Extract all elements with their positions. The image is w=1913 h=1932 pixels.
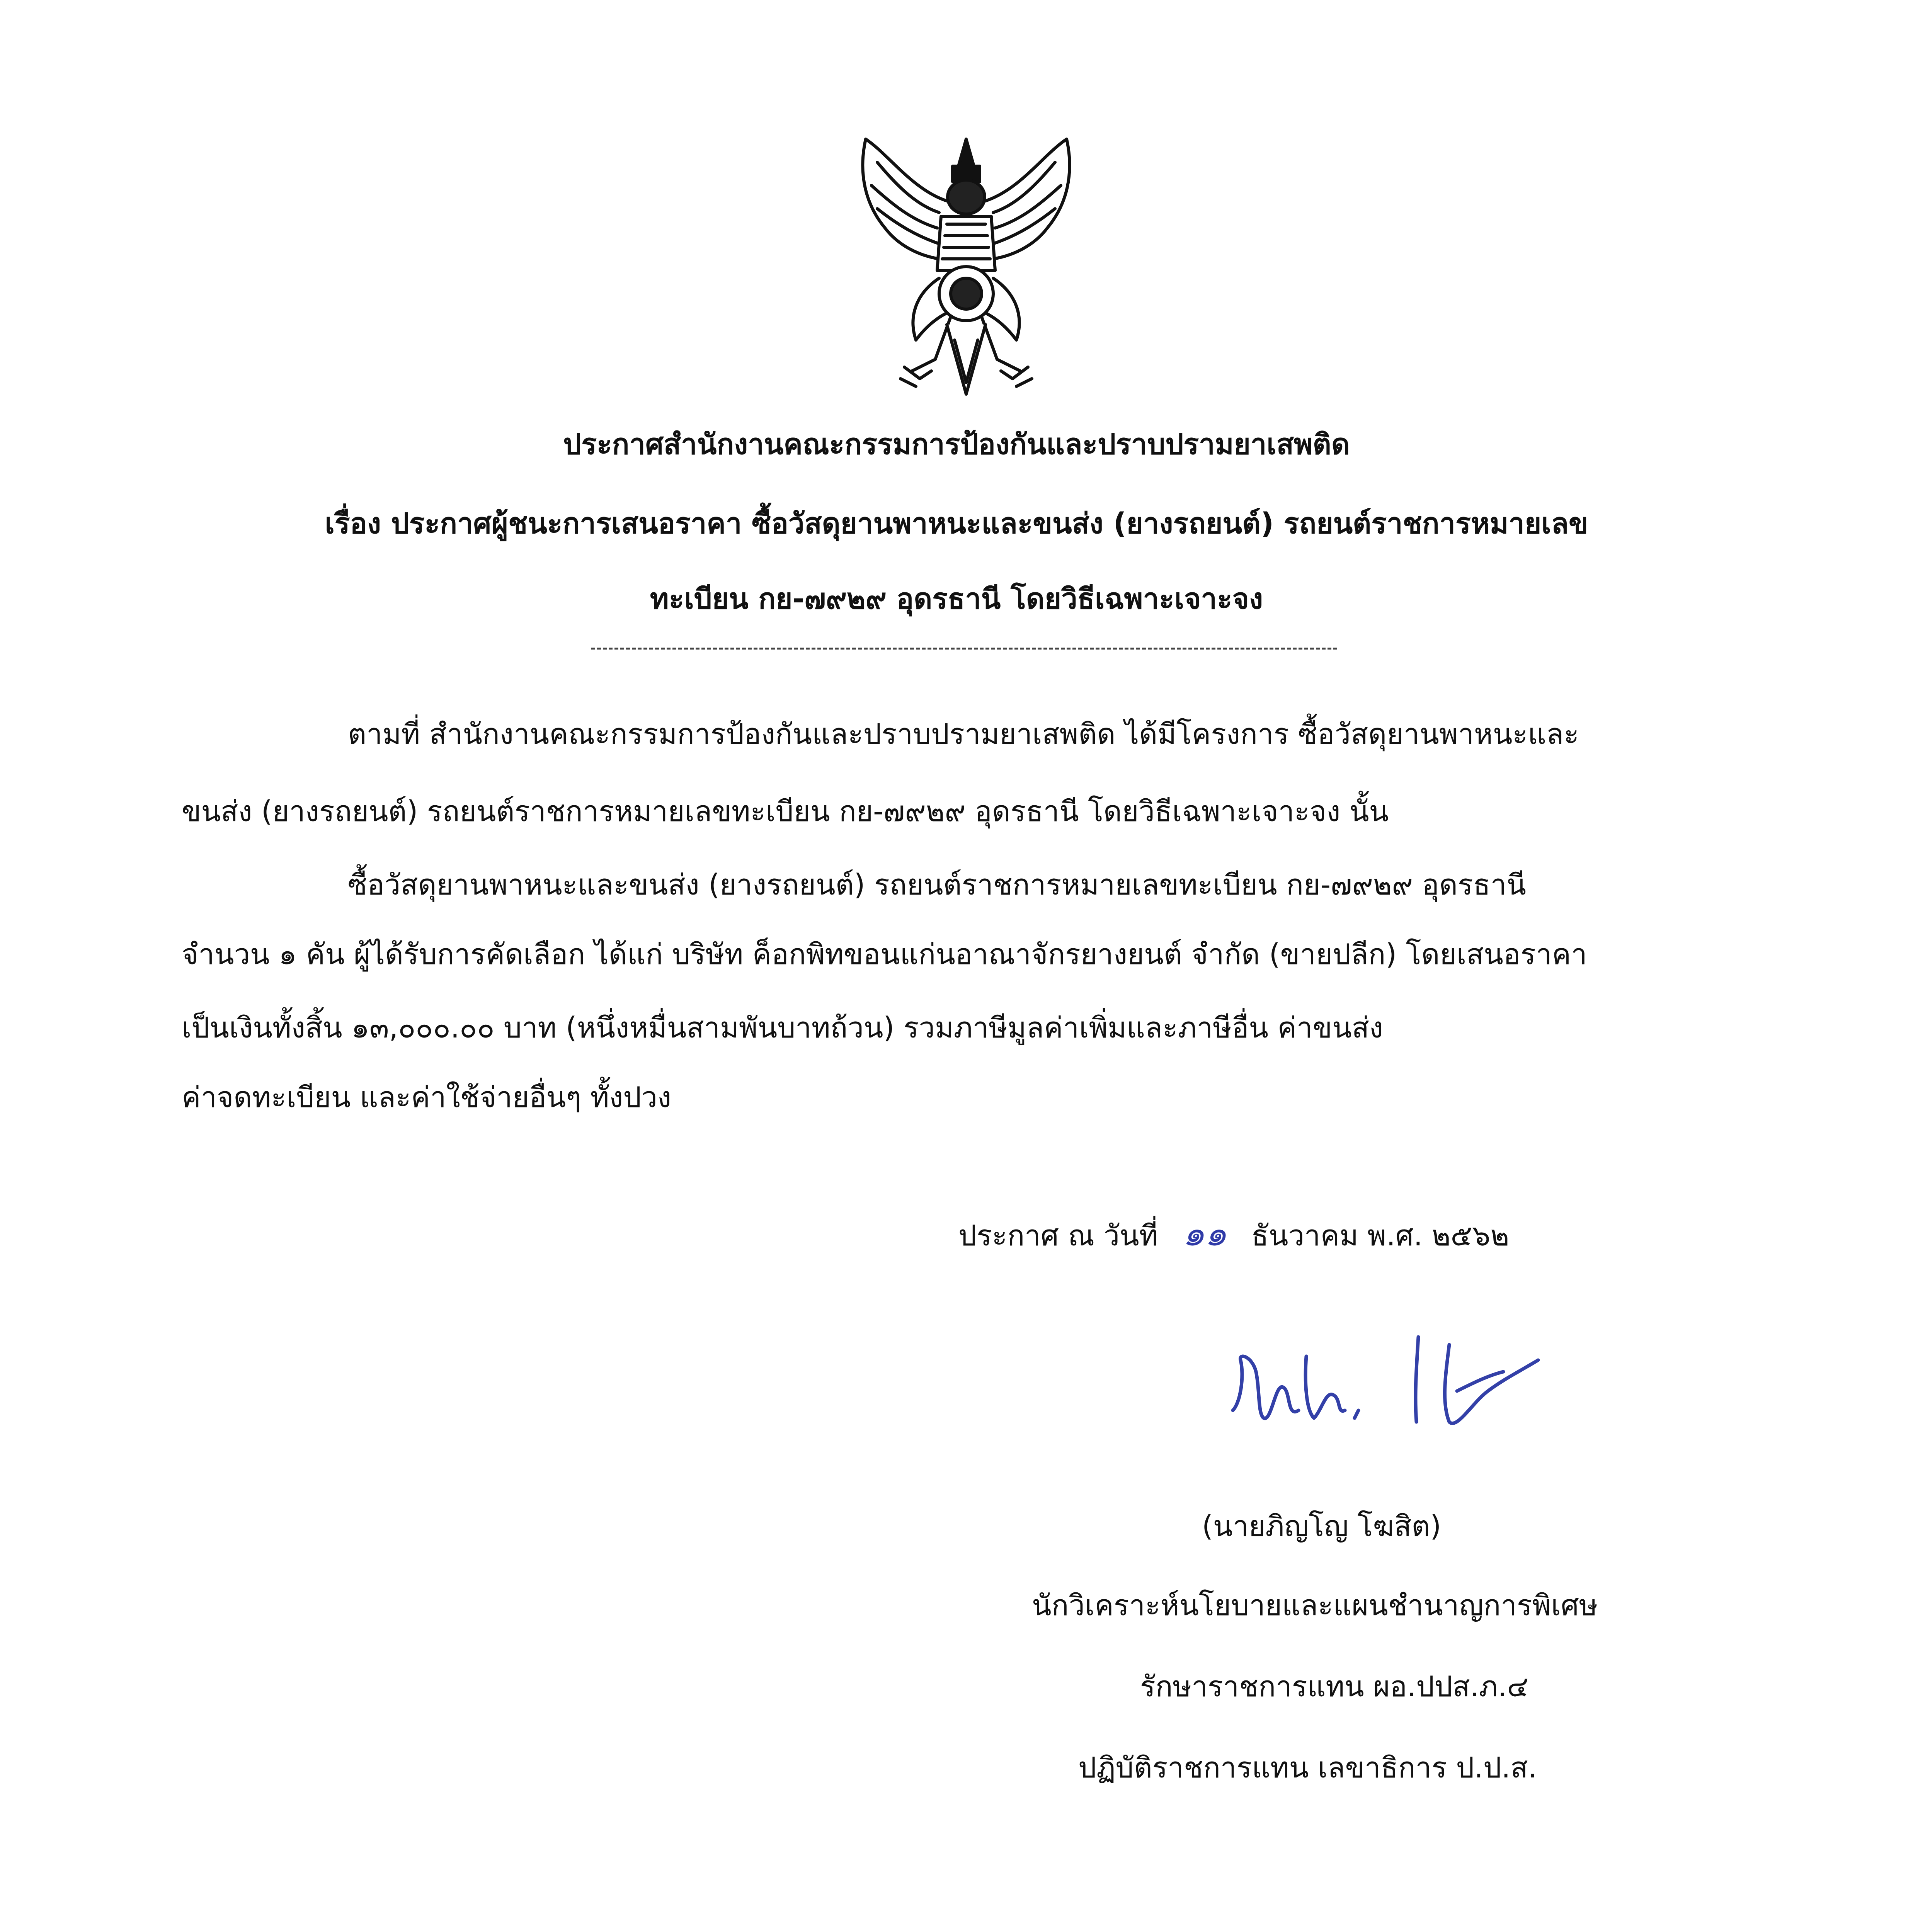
paragraph-2-line-3: เป็นเงินทั้งสิ้น ๑๓,๐๐๐.๐๐ บาท (หนึ่งหมื่นสามพันบาทถ้วน) รวมภาษีมูลค่าเพิ่มและภาษีอื่น ค่าขนส่ง bbox=[182, 1011, 1384, 1044]
date-month-year: ธันวาคม พ.ศ. ๒๕๖๒ bbox=[1251, 1219, 1510, 1252]
date-prefix: ประกาศ ณ วันที่ bbox=[958, 1219, 1158, 1252]
announcement-subject-continued: ทะเบียน กย-๗๙๒๙ อุดรธานี โดยวิธีเฉพาะเจาะจง bbox=[650, 582, 1263, 616]
announcement-subject: เรื่อง ประกาศผู้ชนะการเสนอราคา ซื้อวัสดุยานพาหนะและขนส่ง (ยางรถยนต์) รถยนต์ราชการหมายเลข bbox=[325, 507, 1588, 540]
signatory-name: (นายภิญโญ โฆสิต) bbox=[1202, 1510, 1442, 1543]
paragraph-1-line-1: ตามที่ สำนักงานคณะกรรมการป้องกันและปราบปรามยาเสพติด ได้มีโครงการ ซื้อวัสดุยานพาหนะและ bbox=[348, 718, 1579, 751]
paragraph-1-line-2: ขนส่ง (ยางรถยนต์) รถยนต์ราชการหมายเลขทะเบียน กย-๗๙๒๙ อุดรธานี โดยวิธีเฉพาะเจาะจง นั้น bbox=[182, 795, 1389, 828]
announcement-title: ประกาศสำนักงานคณะกรรมการป้องกันและปราบปรามยาเสพติด bbox=[563, 428, 1350, 461]
handwritten-signature bbox=[1217, 1314, 1557, 1461]
paragraph-2-line-4: ค่าจดทะเบียน และค่าใช้จ่ายอื่นๆ ทั้งปวง bbox=[182, 1081, 672, 1114]
signatory-acting-role: รักษาราชการแทน ผอ.ปปส.ภ.๔ bbox=[1140, 1670, 1529, 1703]
signatory-on-behalf-role: ปฏิบัติราชการแทน เลขาธิการ ป.ป.ส. bbox=[1078, 1751, 1537, 1784]
paragraph-2-line-1: ซื้อวัสดุยานพาหนะและขนส่ง (ยางรถยนต์) รถยนต์ราชการหมายเลขทะเบียน กย-๗๙๒๙ อุดรธานี bbox=[348, 868, 1526, 901]
date-day-handwritten: ๑๑ bbox=[1182, 1213, 1227, 1254]
announcement-date bbox=[958, 1206, 1509, 1261]
header-divider bbox=[591, 648, 1337, 650]
signatory-position: นักวิเคราะห์นโยบายและแผนชำนาญการพิเศษ bbox=[1032, 1589, 1598, 1622]
garuda-emblem-icon bbox=[842, 131, 1090, 402]
paragraph-2-line-2: จำนวน ๑ คัน ผู้ได้รับการคัดเลือก ได้แก่ บริษัท ค็อกพิทขอนแก่นอาณาจักรยางยนต์ จำกัด (ขายปลีก) โดยเสนอราคา bbox=[182, 938, 1587, 971]
